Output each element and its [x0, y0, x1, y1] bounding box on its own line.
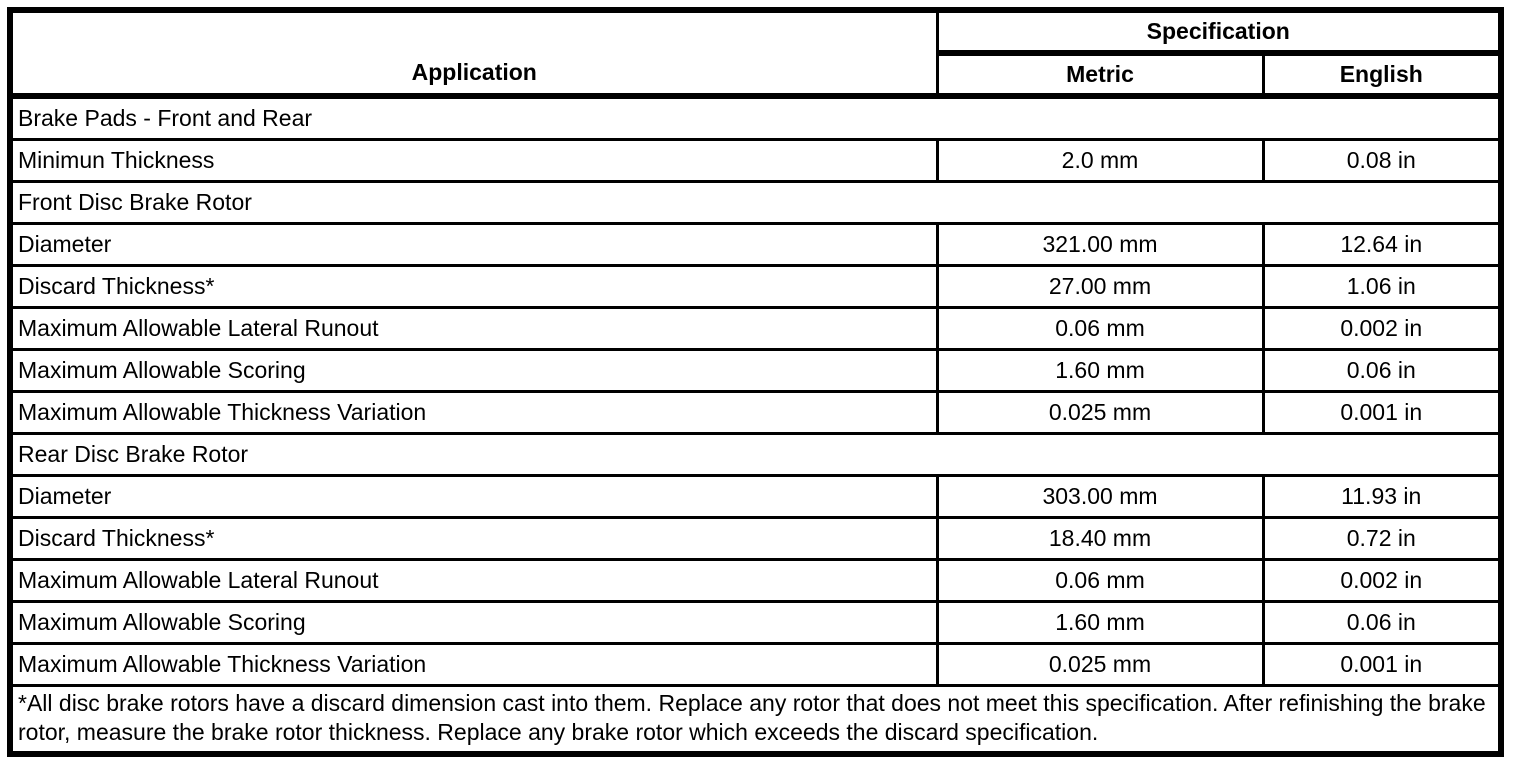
table-row: [10, 224, 1501, 266]
table-row: [10, 560, 1501, 602]
row-label: Discard Thickness*: [10, 266, 937, 308]
english-value: 0.001 in: [1263, 644, 1501, 686]
english-value: 0.06 in: [1263, 602, 1501, 644]
metric-value: 1.60 mm: [937, 350, 1263, 392]
table-row: [10, 518, 1501, 560]
metric-value: 0.025 mm: [937, 392, 1263, 434]
english-value: 0.06 in: [1263, 350, 1501, 392]
table-header: [10, 10, 1501, 96]
row-label: Diameter: [10, 224, 937, 266]
header-row-specification: [10, 10, 1501, 53]
column-header-english: English: [1263, 53, 1501, 96]
table-row: [10, 266, 1501, 308]
table-row: [10, 602, 1501, 644]
section-label: Front Disc Brake Rotor: [10, 182, 1501, 224]
english-value: 0.002 in: [1263, 308, 1501, 350]
metric-value: 2.0 mm: [937, 140, 1263, 182]
english-value: 11.93 in: [1263, 476, 1501, 518]
table-row: [10, 308, 1501, 350]
metric-value: 0.06 mm: [937, 560, 1263, 602]
section-row: [10, 96, 1501, 140]
row-label: Maximum Allowable Thickness Variation: [10, 392, 937, 434]
row-label: Maximum Allowable Lateral Runout: [10, 308, 937, 350]
english-value: 0.08 in: [1263, 140, 1501, 182]
english-value: 1.06 in: [1263, 266, 1501, 308]
english-value: 0.002 in: [1263, 560, 1501, 602]
metric-value: 303.00 mm: [937, 476, 1263, 518]
english-value: 0.001 in: [1263, 392, 1501, 434]
metric-value: 18.40 mm: [937, 518, 1263, 560]
row-label: Maximum Allowable Scoring: [10, 350, 937, 392]
row-label: Diameter: [10, 476, 937, 518]
table-body: [10, 96, 1501, 754]
row-label: Minimun Thickness: [10, 140, 937, 182]
metric-value: 1.60 mm: [937, 602, 1263, 644]
section-row: [10, 434, 1501, 476]
section-row: [10, 182, 1501, 224]
metric-value: 321.00 mm: [937, 224, 1263, 266]
table-row: [10, 350, 1501, 392]
table-row: [10, 140, 1501, 182]
metric-value: 27.00 mm: [937, 266, 1263, 308]
metric-value: 0.025 mm: [937, 644, 1263, 686]
footnote: *All disc brake rotors have a discard dimension cast into them. Replace any rotor that does not meet this specification. After refinishing the brake rotor, measure the brake rotor thickness. Replace any brake rotor which exceeds the discard specification.: [10, 686, 1501, 755]
row-label: Maximum Allowable Lateral Runout: [10, 560, 937, 602]
row-label: Maximum Allowable Scoring: [10, 602, 937, 644]
table-row: [10, 476, 1501, 518]
table-row: [10, 392, 1501, 434]
brake-specifications-table: [7, 7, 1504, 757]
section-label: Brake Pads - Front and Rear: [10, 96, 1501, 140]
column-header-application: Application: [10, 10, 937, 96]
column-header-specification: Specification: [937, 10, 1501, 53]
english-value: 12.64 in: [1263, 224, 1501, 266]
table-row: [10, 644, 1501, 686]
row-label: Maximum Allowable Thickness Variation: [10, 644, 937, 686]
column-header-metric: Metric: [937, 53, 1263, 96]
footnote-row: [10, 686, 1501, 755]
row-label: Discard Thickness*: [10, 518, 937, 560]
english-value: 0.72 in: [1263, 518, 1501, 560]
metric-value: 0.06 mm: [937, 308, 1263, 350]
section-label: Rear Disc Brake Rotor: [10, 434, 1501, 476]
